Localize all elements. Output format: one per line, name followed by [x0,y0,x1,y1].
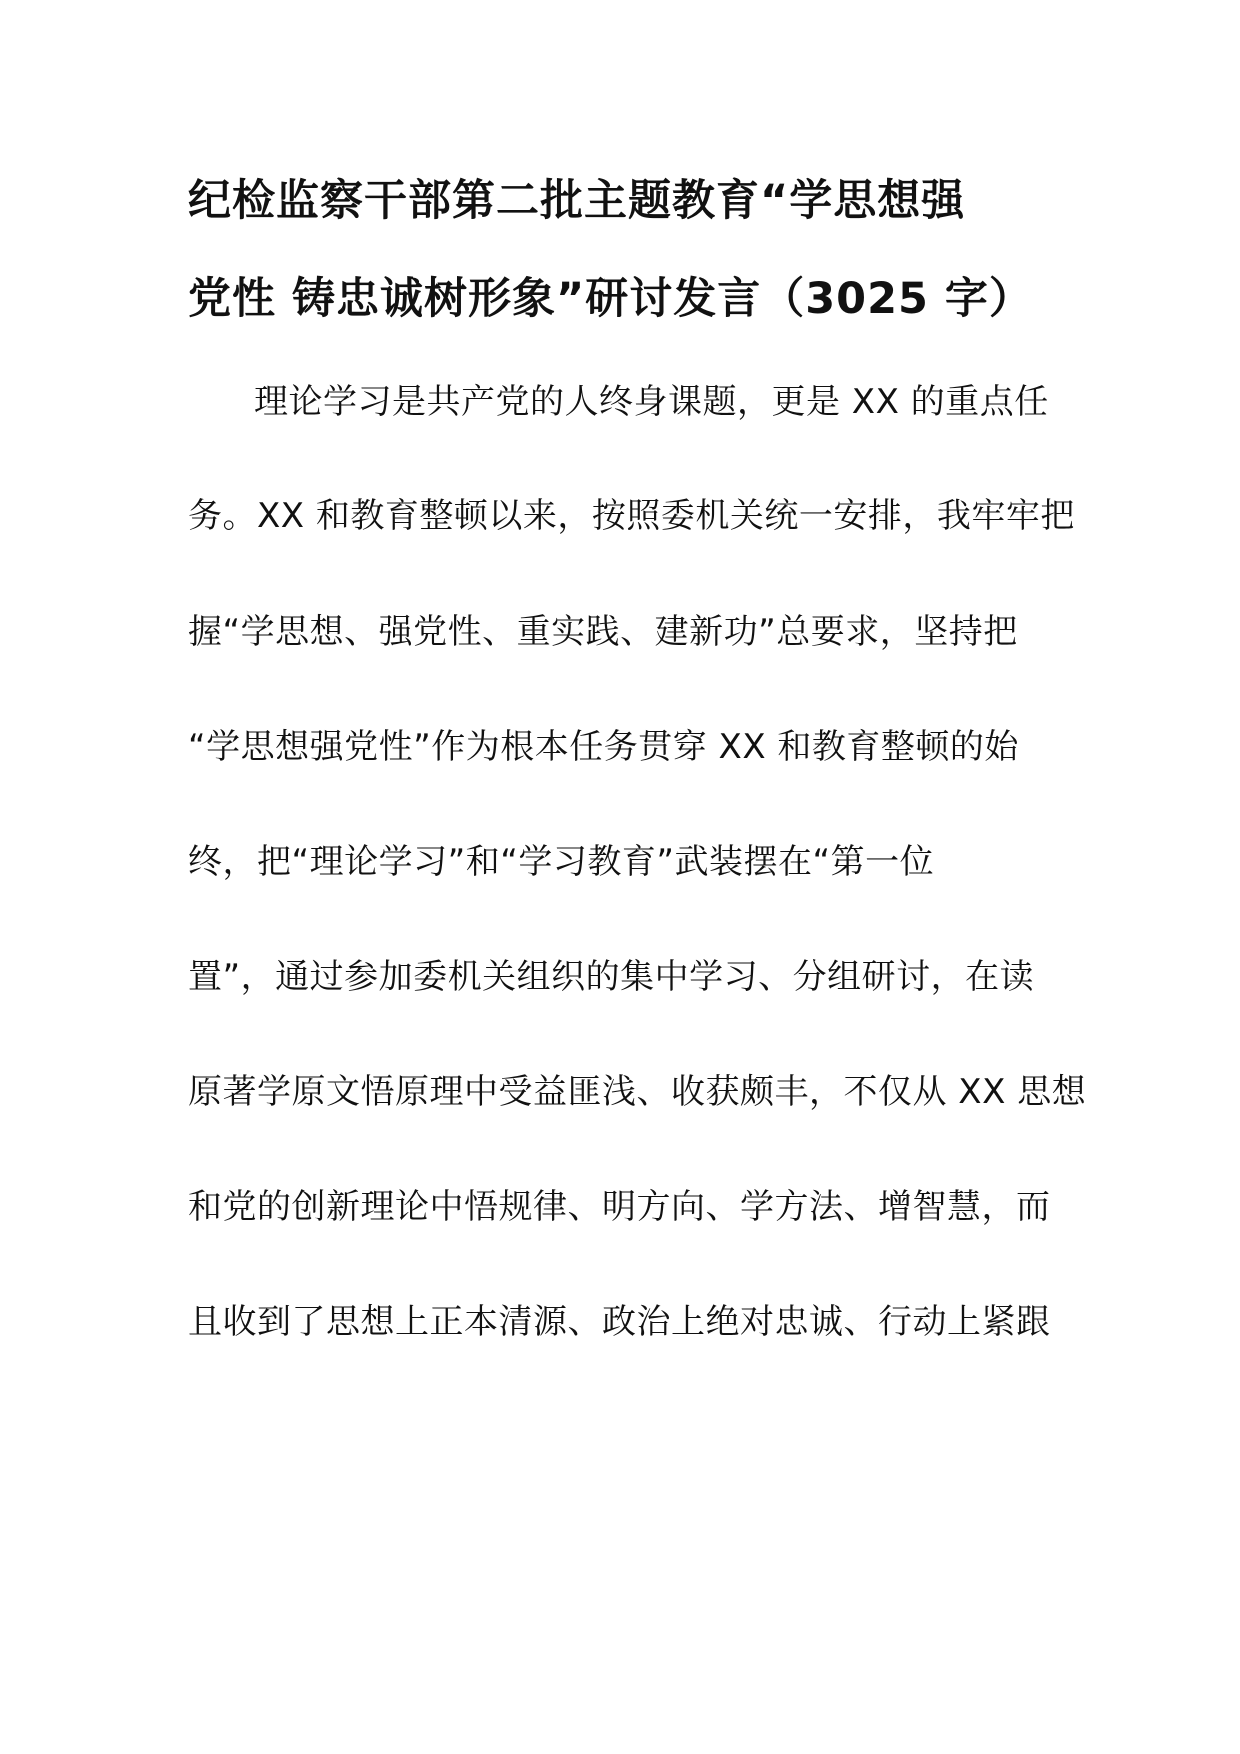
paragraph-line-4: “学思想强党性”作为根本任务贯穿 XX 和教育整顿的始 [188,727,1019,767]
paragraph-line-1: 理论学习是共产党的人终身课题，更是 XX 的重点任 [254,382,1049,422]
paragraph-line-3: 握“学思想、强党性、重实践、建新功”总要求，坚持把 [188,612,1018,652]
paragraph-line-6: 置”，通过参加委机关组织的集中学习、分组研讨，在读 [188,957,1035,997]
paragraph-line-7: 原著学原文悟原理中受益匪浅、收获颇丰，不仅从 XX 思想 [188,1072,1087,1112]
paragraph-line-9: 且收到了思想上正本清源、政治上绝对忠诚、行动上紧跟 [188,1302,1051,1342]
document-title-line-2: 党性 铸忠诚树形象”研讨发言（3025 字） [188,274,1033,324]
paragraph-line-2: 务。XX 和教育整顿以来，按照委机关统一安排，我牢牢把 [188,496,1075,536]
document-title-line-1: 纪检监察干部第二批主题教育“学思想强 [188,176,966,226]
paragraph-line-5: 终，把“理论学习”和“学习教育”武装摆在“第一位 [188,842,935,882]
paragraph-line-8: 和党的创新理论中悟规律、明方向、学方法、增智慧，而 [188,1187,1051,1227]
